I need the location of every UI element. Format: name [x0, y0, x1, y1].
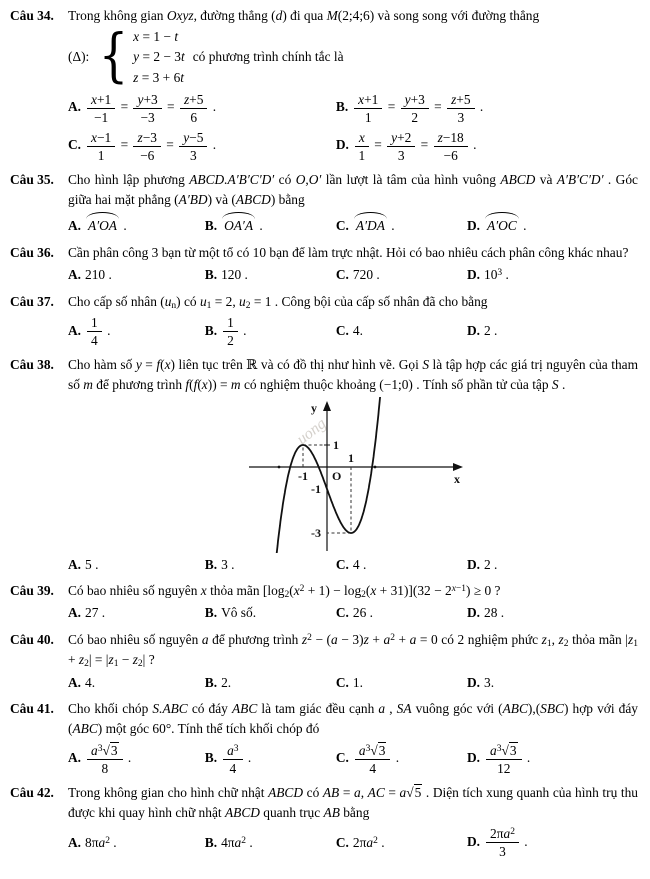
option-letter: D. [466, 323, 481, 339]
question-text: Có bao nhiêu số nguyên x thỏa mãn $[\log_2(x^2 + 1) - \log_2(x + 31)](32 - 2^{x-1}) \ge 0$ ? [68, 583, 501, 601]
option-letter: C. [335, 323, 349, 339]
option-letter: A. [68, 556, 82, 572]
option-math: 720 . [352, 267, 380, 283]
fraction: $\frac{y-5}{3}$ [179, 130, 207, 163]
axis-dot [278, 465, 281, 468]
fraction: $\frac{x+1}{-1}$ [87, 92, 115, 125]
option-math: 3. [484, 674, 495, 690]
option-a [68, 742, 205, 777]
option-a [68, 91, 336, 126]
sqrt-radical: √5 [406, 784, 422, 800]
option-b [205, 603, 336, 623]
option-d [467, 555, 638, 575]
option-letter: C. [335, 674, 349, 690]
option-letter: D. [466, 556, 481, 572]
fraction: $\frac{2\pi a^2}{3}$ [486, 826, 519, 859]
question-text: Cho hàm số y = f(x) liên tục trên ℝ và có đồ thị như hình vẽ. Gọi S là tập hợp các giá trị nguyên của tham số m để phương trình f(f(x)) = m có nghiệm thuộc khoảng (−1;0) . Tính số phần tử của tập S . [68, 356, 639, 393]
option-letter: A. [68, 834, 82, 850]
option-a [68, 265, 205, 285]
options-row [68, 673, 638, 693]
fraction: $\frac{z+5}{3}$ [447, 92, 474, 125]
option-c [68, 129, 336, 164]
option-math: 2 . [484, 323, 498, 339]
option-letter: B. [204, 674, 218, 690]
option-a [68, 603, 205, 623]
option-b [205, 833, 336, 853]
x-tick-label: -1 [298, 468, 308, 483]
option-b [205, 742, 336, 777]
fraction: $\frac{x-1}{1}$ [87, 130, 115, 163]
option-letter: C. [335, 750, 349, 766]
option-letter: C. [335, 834, 349, 850]
option-b [205, 265, 336, 285]
origin-label: O [332, 468, 342, 483]
fraction: $\frac{a^3√3}{8}$ [87, 743, 123, 776]
option-letter: D. [466, 218, 481, 234]
option-c [336, 742, 467, 777]
fraction: $\frac{1}{2}$ [223, 315, 238, 348]
option-letter: D. [466, 750, 481, 766]
option-c [336, 555, 467, 575]
option-math: $\frac{a^3√3}{12}$ . [484, 750, 530, 765]
fraction: $\frac{y+3}{-3}$ [133, 92, 161, 125]
option-letter: B. [204, 556, 218, 572]
option-letter: B. [204, 750, 218, 766]
option-math: 28 . [484, 605, 505, 621]
fraction: $\frac{z-3}{-6}$ [133, 130, 160, 163]
option-letter: D. [466, 267, 481, 283]
option-math: $\frac{a^3√3}{4}$ . [353, 750, 399, 765]
option-math: $4\pi a^2$ . [221, 834, 253, 850]
equation-system [68, 20, 638, 89]
angle-hat: A′OC [484, 212, 520, 236]
option-math: 2. [221, 674, 232, 690]
option-c [336, 265, 467, 285]
fraction: $\frac{1}{4}$ [87, 315, 102, 348]
question-text: Cho cấp số nhân $(u_n)$ có $u_1 = 2$, $u_2 = 1$ . Công bội của cấp số nhân đã cho bằng [68, 293, 488, 311]
option-math: 4. [85, 674, 96, 690]
question-number: Câu 39. [10, 583, 54, 599]
option-math: Vô số. [221, 605, 257, 621]
option-letter: C. [335, 218, 349, 234]
option-d [467, 742, 638, 777]
y-axis-arrow [323, 401, 331, 411]
option-c [336, 833, 467, 853]
option-a [68, 673, 205, 693]
option-math: 4. [352, 323, 363, 339]
options-row [68, 825, 638, 860]
question-text: Cần phân công 3 bạn từ một tổ có 10 bạn để làm trực nhật. Hỏi có bao nhiêu cách phân công khác nhau? [68, 244, 629, 260]
option-math: 27 . [85, 605, 106, 621]
option-b [205, 212, 336, 236]
curve [276, 397, 381, 553]
option-letter: C. [335, 556, 349, 572]
option-a [68, 212, 205, 236]
option-math: $2\pi a^2$ . [352, 834, 385, 850]
question-text: Trong không gian cho hình chữ nhật ABCD có AB = a, AC = a√5 . Diện tích xung quanh của hình trụ thu được khi quay hình chữ nhật ABCD quanh trục AB bằng [68, 784, 638, 821]
y-tick-label: -1 [311, 481, 321, 496]
option-letter: B. [204, 267, 218, 283]
sqrt-radical: √3 [501, 742, 517, 758]
x-axis-arrow [453, 463, 463, 471]
fraction: $\frac{z-18}{-6}$ [434, 130, 468, 163]
axis-dot [374, 465, 377, 468]
options-row [68, 91, 638, 126]
option-letter: D. [466, 834, 481, 850]
option-a [68, 833, 205, 853]
question-number: Câu 34. [10, 8, 54, 23]
option-math: 2 . [484, 556, 498, 572]
question-number: Câu 37. [10, 293, 54, 309]
option-math: OA′A . [221, 218, 263, 233]
question-text: Cho khối chóp S.ABC có đáy ABC là tam giác đều cạnh a , SA vuông góc với (ABC),(SBC) hợp với đáy (ABC) một góc 60°. Tính thể tích khối chóp đó [68, 700, 638, 737]
option-c [336, 673, 467, 693]
option-math: $\frac{x-1}{1}$ = $\frac{z-3}{-6}$ = $\frac{y-5}{3}$ . [85, 137, 216, 152]
option-math: 3 . [221, 556, 235, 572]
option-letter: A. [68, 218, 82, 234]
question-38 [10, 355, 638, 578]
option-letter: A. [68, 99, 82, 115]
fraction: $\frac{a^3√3}{12}$ [486, 743, 522, 776]
option-letter: B. [204, 834, 218, 850]
option-math: $\frac{1}{4}$ . [85, 323, 110, 338]
sqrt-radical: √3 [102, 742, 118, 758]
y-axis-label: y [311, 400, 317, 415]
option-math: 5 . [85, 556, 99, 572]
options-row [68, 314, 638, 349]
option-a [68, 314, 205, 349]
option-letter: B. [204, 322, 218, 338]
system-line-2: y = 2 − 3t [133, 49, 185, 65]
option-letter: A. [68, 605, 82, 621]
question-42 [10, 783, 638, 864]
option-letter: A. [68, 674, 82, 690]
option-letter: D. [335, 137, 349, 153]
question-number: Câu 42. [10, 784, 54, 800]
options-row [68, 555, 638, 575]
fraction: $\frac{y+3}{2}$ [401, 92, 429, 125]
option-b [205, 673, 336, 693]
options-row [68, 742, 638, 777]
option-d [467, 321, 638, 341]
option-letter: C. [68, 137, 82, 153]
options-row [68, 265, 638, 285]
option-math: $\frac{x+1}{-1}$ = $\frac{y+3}{-3}$ = $\frac{z+5}{6}$ . [85, 99, 216, 114]
sqrt-radical: √3 [370, 742, 386, 758]
x-axis-label: x [454, 471, 460, 486]
option-d [467, 603, 638, 623]
option-d [336, 129, 638, 164]
option-math: 26 . [352, 605, 374, 621]
question-41 [10, 699, 638, 780]
options-row [68, 212, 638, 236]
option-math: $10^3$ . [484, 267, 509, 283]
option-math: $\frac{x}{1}$ = $\frac{y+2}{3}$ = $\frac{z-18}{-6}$ . [353, 137, 477, 152]
option-math: $\frac{2\pi a^2}{3}$ . [484, 834, 528, 849]
option-letter: B. [204, 218, 218, 234]
question-39 [10, 581, 638, 627]
option-b [205, 555, 336, 575]
option-math: 4 . [352, 556, 367, 572]
option-d [467, 265, 638, 285]
y-tick-label: 1 [333, 437, 339, 452]
option-math: 120 . [221, 267, 248, 283]
option-letter: B. [204, 605, 218, 621]
question-text: Cho hình lập phương ABCD.A′B′C′D′ có O,O′ lần lượt là tâm của hình vuông ABCD và A′B′C′D′ . Góc giữa hai mặt phẳng (A′BD) và (ABCD) bằng [68, 171, 638, 208]
watermark: uong [293, 415, 330, 449]
option-letter: D. [466, 674, 481, 690]
question-number: Câu 41. [10, 700, 54, 716]
option-letter: A. [68, 322, 82, 338]
option-d [467, 825, 638, 860]
question-text: Có bao nhiêu số nguyên a để phương trình $z^2 - (a - 3)z + a^2 + a = 0$ có 2 nghiệm phức $z_1$, $z_2$ thỏa mãn $|z_1 + z_2| = |z_1 - z_2|$ ? [68, 631, 638, 670]
question-number: Câu 38. [10, 356, 54, 372]
option-math: A′OA . [85, 218, 127, 233]
fraction: $\frac{x}{1}$ [355, 130, 369, 163]
option-letter: C. [335, 267, 349, 283]
option-math: $\frac{a^3√3}{8}$ . [85, 750, 131, 765]
option-d [467, 673, 638, 693]
option-a [68, 555, 205, 575]
option-math: A′DA . [353, 218, 395, 233]
option-math: $\frac{1}{2}$ . [221, 323, 246, 338]
option-letter: A. [68, 750, 82, 766]
system-prefix: (Δ): [68, 49, 90, 65]
function-graph-figure [68, 397, 638, 553]
y-tick-label: -3 [311, 525, 321, 540]
question-number: Câu 35. [10, 171, 54, 187]
question-number: Câu 40. [10, 631, 54, 647]
question-40 [10, 630, 638, 696]
question-36 [10, 243, 638, 289]
left-brace-icon: { [98, 20, 129, 89]
option-math: 1. [352, 674, 363, 690]
options-row [68, 129, 638, 164]
fraction: $\frac{a^3}{4}$ [223, 743, 242, 776]
angle-hat: A′OA [85, 212, 120, 236]
question-number: Câu 36. [10, 244, 54, 260]
options-row [68, 603, 638, 623]
fraction: $\frac{a^3√3}{4}$ [355, 743, 391, 776]
option-math: 210 . [85, 267, 112, 283]
option-letter: A. [68, 267, 82, 283]
option-math: A′OC . [484, 218, 526, 233]
fraction: $\frac{z+5}{6}$ [180, 92, 207, 125]
option-c [336, 321, 467, 341]
option-c [336, 603, 467, 623]
option-b [336, 91, 638, 126]
question-37 [10, 292, 638, 352]
question-text: Trong không gian Oxyz, đường thẳng (d) đi qua M(2;4;6) và song song với đường thẳng [68, 8, 540, 23]
angle-hat: A′DA [353, 212, 388, 236]
question-35 [10, 170, 638, 240]
option-c [336, 212, 467, 236]
system-lines [133, 27, 185, 87]
fraction: $\frac{y+2}{3}$ [387, 130, 415, 163]
option-math: $\frac{x+1}{1}$ = $\frac{y+3}{2}$ = $\frac{z+5}{3}$ . [352, 99, 483, 114]
x-tick-label: 1 [348, 450, 354, 465]
question-34 [10, 6, 638, 167]
system-line-1: x = 1 − t [133, 29, 179, 45]
option-letter: C. [335, 605, 349, 621]
option-b [205, 314, 336, 349]
system-line-3: z = 3 + 6t [133, 69, 184, 85]
option-d [467, 212, 638, 236]
option-letter: B. [335, 99, 349, 115]
system-suffix: có phương trình chính tắc là [192, 49, 344, 65]
option-math: $8\pi a^2$ . [85, 834, 117, 850]
option-letter: D. [466, 605, 481, 621]
function-graph [237, 397, 469, 553]
angle-hat: OA′A [221, 212, 256, 236]
option-math: $\frac{a^3}{4}$ . [221, 750, 251, 765]
fraction: $\frac{x+1}{1}$ [354, 92, 382, 125]
